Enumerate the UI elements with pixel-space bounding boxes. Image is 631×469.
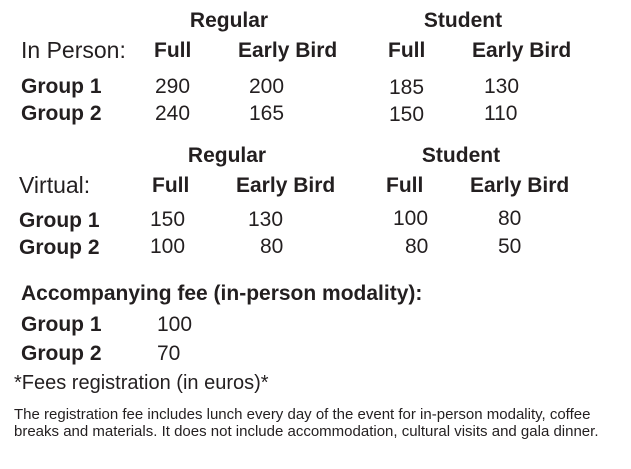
in-person-group-1-regular-early: 200: [249, 75, 285, 98]
in-person-row-group-2: Group 2: [21, 102, 102, 125]
registration-fee-note: The registration fee includes lunch every day of the event for in-person modality, coffee breaks and materials. It does not include accommodation, cultural visits and gala dinner.: [14, 406, 599, 440]
accompanying-group-1-value: 100: [157, 313, 193, 336]
accompanying-row-group-1: Group 1: [21, 313, 102, 336]
in-person-row-group-1: Group 1: [21, 75, 102, 98]
virtual-group-1-regular-early: 130: [248, 208, 284, 231]
in-person-label: In Person:: [21, 37, 126, 63]
virtual-group-2-student-full: 80: [405, 235, 429, 258]
virtual-student-early-header: Early Bird: [470, 174, 570, 197]
in-person-student-early-header: Early Bird: [472, 39, 572, 62]
in-person-group-2-student-early: 110: [484, 102, 518, 125]
virtual-group-1-student-full: 100: [393, 207, 429, 230]
in-person-group-1-student-early: 130: [484, 75, 520, 98]
in-person-group-1-student-full: 185: [389, 76, 425, 99]
in-person-regular-header: Regular: [189, 9, 269, 32]
in-person-group-1-regular-full: 290: [155, 75, 191, 98]
virtual-student-header: Student: [421, 144, 501, 167]
virtual-group-1-student-early: 80: [498, 207, 522, 230]
in-person-group-2-student-full: 150: [389, 103, 425, 126]
virtual-group-2-student-early: 50: [498, 235, 522, 258]
in-person-student-header: Student: [423, 9, 503, 32]
accompanying-row-group-2: Group 2: [21, 342, 102, 365]
virtual-group-1-regular-full: 150: [150, 208, 186, 231]
in-person-student-full-header: Full: [388, 39, 426, 62]
in-person-regular-full-header: Full: [154, 39, 192, 62]
accompanying-group-2-value: 70: [157, 342, 181, 365]
virtual-regular-header: Regular: [187, 144, 267, 167]
virtual-regular-early-header: Early Bird: [236, 174, 336, 197]
virtual-row-group-2: Group 2: [19, 236, 100, 259]
accompanying-fee-title: Accompanying fee (in-person modality):: [21, 282, 423, 305]
in-person-group-2-regular-full: 240: [155, 102, 191, 125]
virtual-student-full-header: Full: [386, 174, 424, 197]
fees-currency-footnote: *Fees registration (in euros)*: [14, 372, 269, 394]
in-person-regular-early-header: Early Bird: [238, 39, 338, 62]
virtual-group-2-regular-full: 100: [150, 235, 186, 258]
virtual-group-2-regular-early: 80: [260, 235, 284, 258]
virtual-regular-full-header: Full: [152, 174, 190, 197]
virtual-row-group-1: Group 1: [19, 209, 100, 232]
virtual-label: Virtual:: [19, 172, 91, 198]
in-person-group-2-regular-early: 165: [249, 102, 285, 125]
